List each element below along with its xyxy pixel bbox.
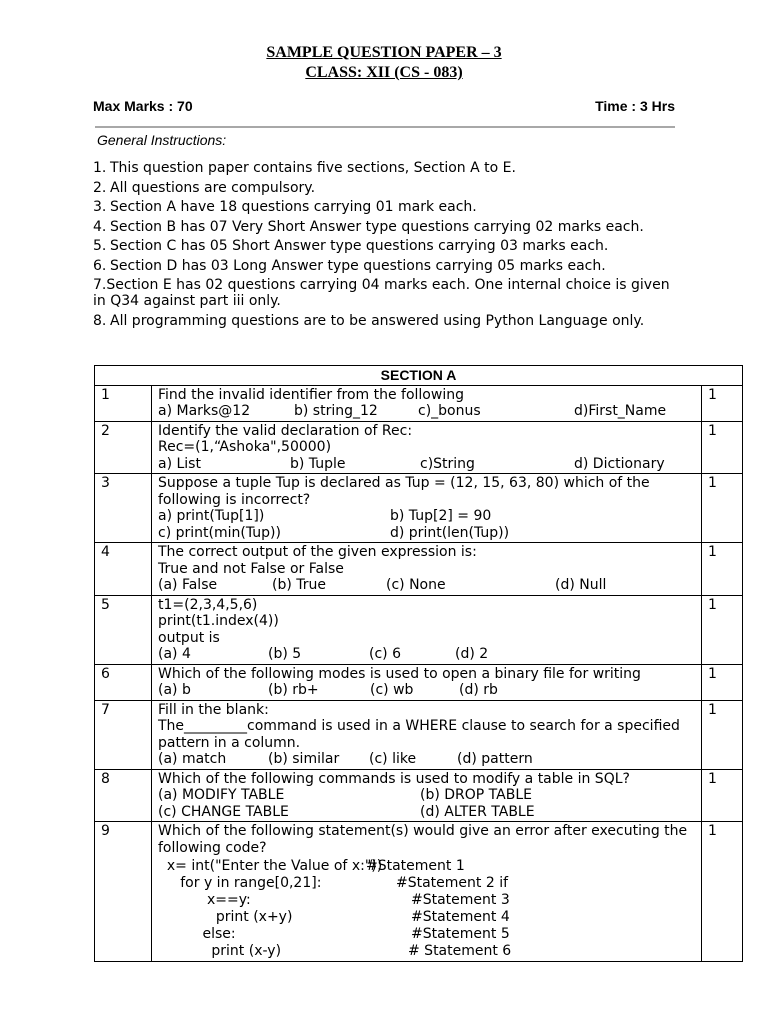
- instructions-list: [93, 160, 683, 332]
- options-row: [158, 577, 701, 594]
- option-choice: (c) CHANGE TABLE: [158, 803, 289, 820]
- question-row: [95, 474, 743, 543]
- options-row: [158, 682, 701, 699]
- option-choice: d) print(len(Tup)): [390, 524, 510, 541]
- question-marks: 1: [702, 385, 743, 421]
- question-number: 9: [95, 822, 152, 962]
- instruction-item: 3. Section A have 18 questions carrying 01 mark each.: [93, 199, 477, 215]
- option-choice: (c) like: [369, 751, 417, 767]
- paper-class: CLASS: XII (CS - 083): [305, 64, 463, 81]
- code-comment: #Statement 4: [411, 909, 510, 925]
- question-line: The_________command is used in a WHERE clause to search for a specified pattern in a column.: [158, 718, 680, 751]
- code-line: [158, 943, 701, 960]
- code-statement: print (x-y): [158, 943, 282, 959]
- question-line: Which of the following modes is used to open a binary file for writing: [158, 665, 641, 682]
- question-text-cell: [152, 474, 702, 543]
- code-comment: #Statement 1: [366, 858, 465, 874]
- options-row: [158, 456, 701, 473]
- question-text-cell: [152, 543, 702, 596]
- question-row: [95, 822, 743, 962]
- option-choice: (d) 2: [455, 646, 489, 662]
- code-line: [158, 909, 701, 926]
- options-row: [158, 804, 701, 821]
- option-choice: a) Marks@12: [158, 403, 251, 419]
- options-row: [158, 508, 701, 525]
- option-choice: c)_bonus: [418, 403, 481, 419]
- question-text-cell: [152, 421, 702, 474]
- question-marks: 1: [702, 421, 743, 474]
- code-line: [158, 875, 701, 892]
- question-line: Identify the valid declaration of Rec:: [158, 422, 413, 439]
- question-line: Rec=(1,“Ashoka",50000): [158, 439, 332, 455]
- question-marks: 1: [702, 543, 743, 596]
- options-row: [158, 646, 701, 663]
- instruction-item: 6. Section D has 03 Long Answer type questions carrying 05 marks each.: [93, 257, 606, 274]
- question-marks: 1: [702, 664, 743, 700]
- code-line: [158, 892, 701, 909]
- option-choice: (a) 4: [158, 646, 191, 662]
- question-line: print(t1.index(4)): [158, 613, 279, 629]
- option-choice: (a) match: [158, 751, 227, 767]
- section-header-row: [95, 366, 743, 386]
- option-choice: (b) 5: [268, 646, 302, 662]
- question-text-cell: [152, 385, 702, 421]
- question-number: 3: [95, 474, 152, 543]
- code-block: [158, 858, 701, 960]
- question-row: [95, 664, 743, 700]
- options-row: [158, 525, 701, 542]
- question-row: [95, 543, 743, 596]
- option-choice: a) List: [158, 455, 201, 472]
- option-choice: a) print(Tup[1]): [158, 508, 265, 524]
- question-marks: 1: [702, 700, 743, 769]
- question-row: [95, 700, 743, 769]
- question-marks: 1: [702, 595, 743, 664]
- code-line: [158, 858, 701, 875]
- code-line: [158, 926, 701, 943]
- question-number: 5: [95, 595, 152, 664]
- option-choice: (c) wb: [370, 682, 414, 698]
- option-choice: (b) DROP TABLE: [420, 787, 532, 803]
- code-comment: #Statement 2 if: [396, 875, 509, 891]
- question-number: 8: [95, 769, 152, 822]
- question-marks: 1: [702, 474, 743, 543]
- code-statement: x= int("Enter the Value of x:")): [158, 858, 383, 874]
- option-choice: b) string_12: [294, 403, 378, 419]
- options-row: [158, 751, 701, 768]
- instructions-heading: General Instructions:: [97, 132, 227, 148]
- question-line: Which of the following commands is used to modify a table in SQL?: [158, 770, 630, 787]
- question-row: [95, 595, 743, 664]
- question-line: The correct output of the given expression is:: [158, 544, 477, 560]
- question-row: [95, 769, 743, 822]
- question-number: 1: [95, 385, 152, 421]
- option-choice: (a) False: [158, 577, 218, 593]
- question-line: t1=(2,3,4,5,6): [158, 596, 258, 613]
- option-choice: (d) Null: [555, 577, 607, 593]
- question-text-cell: [152, 595, 702, 664]
- option-choice: (a) b: [158, 682, 191, 698]
- option-choice: (b) True: [272, 577, 326, 593]
- question-line: output is: [158, 629, 220, 646]
- question-line: Suppose a tuple Tup is declared as Tup = (12, 15, 63, 80) which of the following is incorrect?: [158, 475, 650, 508]
- option-choice: (d) rb: [459, 682, 498, 698]
- option-choice: (d) ALTER TABLE: [420, 803, 535, 820]
- question-number: 4: [95, 543, 152, 596]
- instruction-item: 2. All questions are compulsory.: [93, 179, 316, 196]
- question-row: [95, 421, 743, 474]
- code-comment: #Statement 5: [411, 926, 510, 942]
- option-choice: (c) 6: [369, 646, 401, 662]
- option-choice: (b) rb+: [268, 682, 319, 698]
- max-marks: Max Marks : 70: [93, 98, 193, 114]
- question-row: [95, 385, 743, 421]
- instruction-item: 4. Section B has 07 Very Short Answer type questions carrying 02 marks each.: [93, 218, 644, 235]
- option-choice: c) print(min(Tup)): [158, 524, 281, 541]
- option-choice: d) Dictionary: [574, 455, 665, 472]
- question-text-cell: [152, 700, 702, 769]
- code-statement: else:: [158, 926, 236, 942]
- time-allowed: Time : 3 Hrs: [595, 98, 675, 114]
- instruction-item: 8. All programming questions are to be answered using Python Language only.: [93, 312, 645, 329]
- instruction-item: 1. This question paper contains five sections, Section A to E.: [93, 160, 516, 176]
- question-number: 7: [95, 700, 152, 769]
- options-row: [158, 403, 701, 420]
- option-choice: c)String: [420, 455, 475, 472]
- header-divider: [95, 126, 675, 128]
- question-line: Find the invalid identifier from the following: [158, 386, 464, 403]
- option-choice: b) Tup[2] = 90: [390, 508, 492, 524]
- question-text-cell: [152, 822, 702, 962]
- option-choice: (a) MODIFY TABLE: [158, 787, 285, 803]
- section-title: SECTION A: [95, 366, 743, 386]
- option-choice: (b) similar: [268, 751, 340, 767]
- question-marks: 1: [702, 822, 743, 962]
- option-choice: (d) pattern: [457, 751, 533, 767]
- question-marks: 1: [702, 769, 743, 822]
- question-text-cell: [152, 769, 702, 822]
- option-choice: (c) None: [386, 577, 446, 593]
- code-comment: # Statement 6: [408, 943, 512, 959]
- question-number: 2: [95, 421, 152, 474]
- code-statement: x==y:: [158, 892, 251, 908]
- question-line: Fill in the blank:: [158, 701, 269, 718]
- paper-title: SAMPLE QUESTION PAPER – 3: [266, 44, 502, 61]
- instruction-item: 7.Section E has 02 questions carrying 04 marks each. One internal choice is given in Q34 against part iii only.: [93, 277, 670, 309]
- option-choice: d)First_Name: [574, 403, 667, 419]
- options-row: [158, 787, 701, 804]
- question-line: True and not False or False: [158, 560, 344, 577]
- section-a-table: [94, 365, 743, 962]
- code-statement: for y in range[0,21]:: [158, 875, 322, 891]
- question-text-cell: [152, 664, 702, 700]
- option-choice: b) Tuple: [290, 455, 346, 472]
- question-number: 6: [95, 664, 152, 700]
- code-comment: #Statement 3: [411, 892, 510, 908]
- question-line: Which of the following statement(s) would give an error after executing the following code?: [158, 823, 688, 856]
- instruction-item: 5. Section C has 05 Short Answer type questions carrying 03 marks each.: [93, 238, 609, 254]
- code-statement: print (x+y): [158, 909, 293, 925]
